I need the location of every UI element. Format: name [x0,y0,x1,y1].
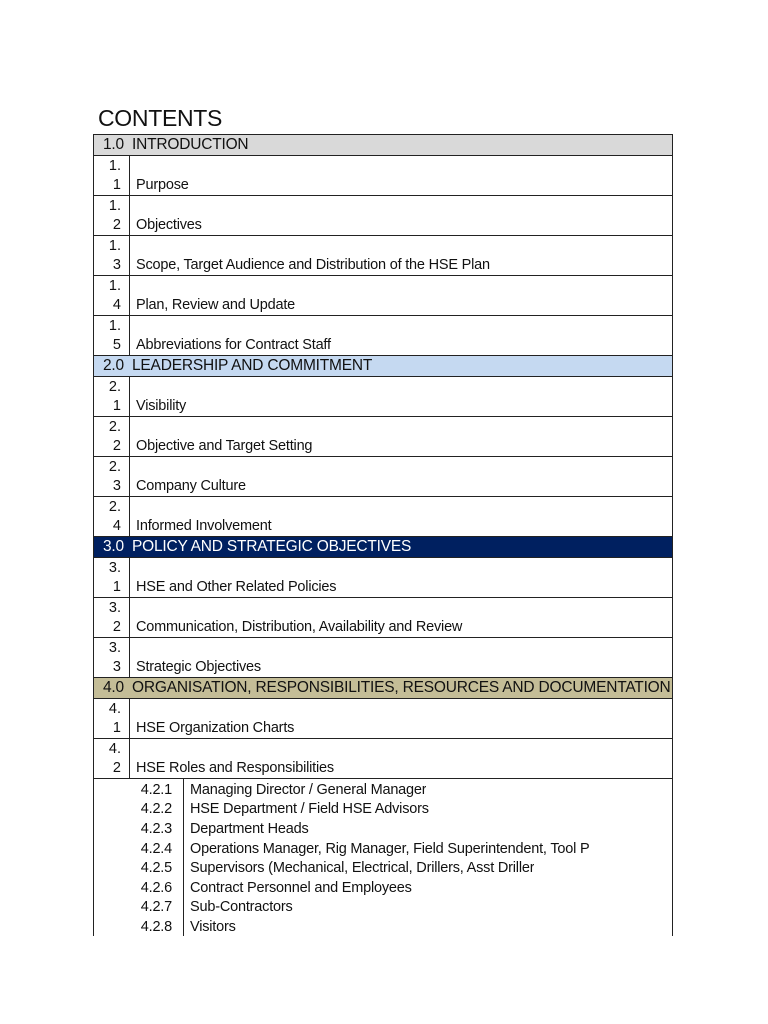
entry-number: 4. 1 [94,699,130,738]
toc-entry[interactable] [93,597,673,638]
subentry-title: Supervisors (Mechanical, Electrical, Drillers, Asst Driller [190,860,535,877]
entry-title: Informed Involvement [136,518,272,534]
toc-subentry[interactable] [94,800,672,820]
page-title: CONTENTS [98,105,223,131]
toc-entry[interactable] [93,496,673,537]
toc-subentry[interactable] [94,839,672,859]
entry-title: Strategic Objectives [136,659,261,675]
section-number: 1.0 [103,136,124,153]
entry-number: 2. 1 [94,377,130,416]
entry-title: Plan, Review and Update [136,297,296,313]
entry-number: 2. 4 [94,497,130,536]
entry-title: Purpose [136,177,189,193]
subentry-number: 4.2.3 [140,820,172,837]
section-number: 2.0 [103,357,124,374]
entry-title: Visibility [136,398,187,414]
toc-subentry[interactable] [94,917,672,937]
toc-subentry[interactable] [94,858,672,878]
section-title: ORGANISATION, RESPONSIBILITIES, RESOURCES AND DOCUMENTATION [132,679,671,696]
toc-entry[interactable] [93,195,673,236]
entry-number: 4. 2 [94,739,130,778]
subentry-number: 4.2.8 [140,918,172,935]
section-header-organisation[interactable] [93,677,673,699]
section-title: POLICY AND STRATEGIC OBJECTIVES [132,538,412,555]
subentry-number: 4.2.6 [140,879,172,896]
toc-subentry[interactable] [94,819,672,839]
entry-number: 1. 3 [94,236,130,275]
section-title: INTRODUCTION [132,136,249,153]
entry-number: 3. 3 [94,638,130,677]
entry-number: 1. 5 [94,316,130,355]
toc-entry[interactable] [93,416,673,457]
entry-number: 2. 2 [94,417,130,456]
subentry-number: 4.2.5 [140,860,172,877]
toc-subentry[interactable] [94,780,672,800]
subentry-title: Visitors [190,918,236,935]
toc-entry[interactable] [93,315,673,356]
toc-entry[interactable] [93,637,673,678]
entry-title: HSE Roles and Responsibilities [136,760,334,776]
section-title: LEADERSHIP AND COMMITMENT [132,357,373,374]
subentry-number: 4.2.2 [140,801,172,818]
toc-entry[interactable] [93,235,673,276]
toc-entry[interactable] [93,155,673,196]
subsection-list-4-2 [93,778,673,936]
entry-number: 1. 4 [94,276,130,315]
subentry-number: 4.2.1 [140,781,172,798]
toc-entry[interactable] [93,376,673,417]
subentry-title: HSE Department / Field HSE Advisors [190,801,429,818]
entry-number: 1. 2 [94,196,130,235]
subentry-title: Operations Manager, Rig Manager, Field Superintendent, Tool P [190,840,590,857]
toc-subentry[interactable] [94,878,672,898]
section-header-introduction[interactable] [93,134,673,156]
subentry-title: Department Heads [190,820,309,837]
entry-number: 3. 2 [94,598,130,637]
toc-entry[interactable] [93,275,673,316]
section-number: 3.0 [103,538,124,555]
section-header-policy[interactable] [93,536,673,558]
entry-number: 2. 3 [94,457,130,496]
toc-entry[interactable] [93,456,673,497]
entry-title: Objectives [136,217,202,233]
toc-entry[interactable] [93,738,673,779]
entry-title: Abbreviations for Contract Staff [136,337,331,353]
entry-number: 1. 1 [94,156,130,195]
entry-title: Objective and Target Setting [136,438,313,454]
subentry-number: 4.2.4 [140,840,172,857]
entry-title: Company Culture [136,478,246,494]
subentry-title: Sub-Contractors [190,899,293,916]
toc-entry[interactable] [93,698,673,739]
entry-title: HSE and Other Related Policies [136,579,337,595]
subentry-title: Contract Personnel and Employees [190,879,412,896]
toc-subentry[interactable] [94,898,672,918]
entry-title: Scope, Target Audience and Distribution of the HSE Plan [136,257,490,273]
column-divider [183,779,184,936]
subentry-number: 4.2.7 [140,899,172,916]
contents-table [93,134,673,936]
entry-number: 3. 1 [94,558,130,597]
entry-title: Communication, Distribution, Availability and Review [136,619,463,635]
section-number: 4.0 [103,679,124,696]
entry-title: HSE Organization Charts [136,720,295,736]
toc-entry[interactable] [93,557,673,598]
subentry-title: Managing Director / General Manager [190,781,427,798]
section-header-leadership[interactable] [93,355,673,377]
